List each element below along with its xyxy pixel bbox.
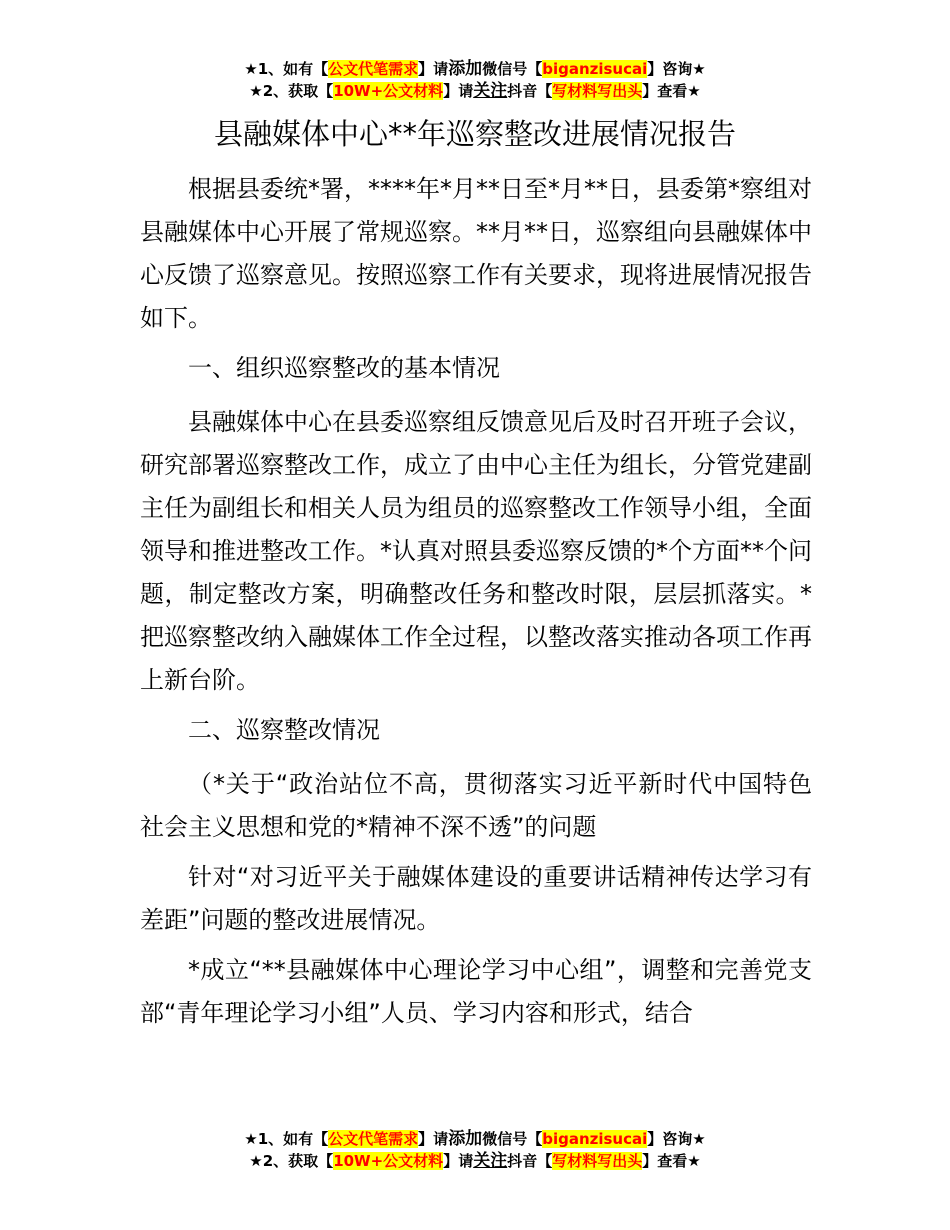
section-heading-1: 一、组织巡察整改的基本情况	[188, 354, 500, 382]
header-notice	[0, 58, 950, 102]
ghostwriting-highlight: 公文代笔需求	[328, 1130, 419, 1148]
ghostwriting-highlight: 公文代笔需求	[328, 60, 419, 78]
paragraph-basic-situation: 县融媒体中心在县委巡察组反馈意见后及时召开班子会议，研究部署巡察整改工作，成立了由中心主任为组长，分管党建副主任为副组长和相关人员为组员的巡察整改工作领导小组，全面领导和推进整改工作。*认真对照县委巡察反馈的*个方面**个问题，制定整改方案，明确整改任务和整改时限，层层抓落实。*把巡察整改纳入融媒体工作全过程，以整改落实推动各项工作再上新台阶。	[140, 408, 812, 694]
douyin-account-highlight: 写材料写出头	[552, 1152, 643, 1170]
wechat-id-highlight: biganzisucai	[542, 60, 648, 78]
paragraph-intro: 根据县委统*署，****年*月**日至*月**日，县委第*察组对县融媒体中心开展了常规巡察。**月**日，巡察组向县融媒体中心反馈了巡察意见。按照巡察工作有关要求，现将进展情况报告如下。	[140, 175, 812, 332]
notice-line-2: ★2、获取【10W+公文材料】请关注抖音【写材料写出头】查看★	[249, 81, 701, 101]
notice-line-1: ★1、如有【公文代笔需求】请添加微信号【biganzisucai】咨询★	[244, 1129, 706, 1149]
notice-line-1: ★1、如有【公文代笔需求】请添加微信号【biganzisucai】咨询★	[244, 59, 706, 79]
document-title: 县融媒体中心**年巡察整改进展情况报告	[213, 117, 736, 151]
document-body	[140, 168, 812, 1042]
douyin-account-highlight: 写材料写出头	[552, 82, 643, 100]
wechat-id-highlight: biganzisucai	[542, 1130, 648, 1148]
notice-line-2: ★2、获取【10W+公文材料】请关注抖音【写材料写出头】查看★	[249, 1151, 701, 1171]
paragraph-issue-1-sub: 针对“对习近平关于融媒体建设的重要讲话精神传达学习有差距”问题的整改进展情况。	[140, 863, 812, 934]
paragraph-action-1: *成立“**县融媒体中心理论学习中心组”，调整和完善党支部“青年理论学习小组”人员、学习内容和形式，结合	[140, 956, 812, 1027]
section-heading-2: 二、巡察整改情况	[188, 716, 380, 744]
materials-highlight: 10W+公文材料	[333, 1152, 444, 1170]
footer-notice	[0, 1128, 950, 1172]
materials-highlight: 10W+公文材料	[333, 82, 444, 100]
paragraph-issue-1: （*关于“政治站位不高，贯彻落实习近平新时代中国特色社会主义思想和党的*精神不深不透”的问题	[140, 770, 812, 841]
